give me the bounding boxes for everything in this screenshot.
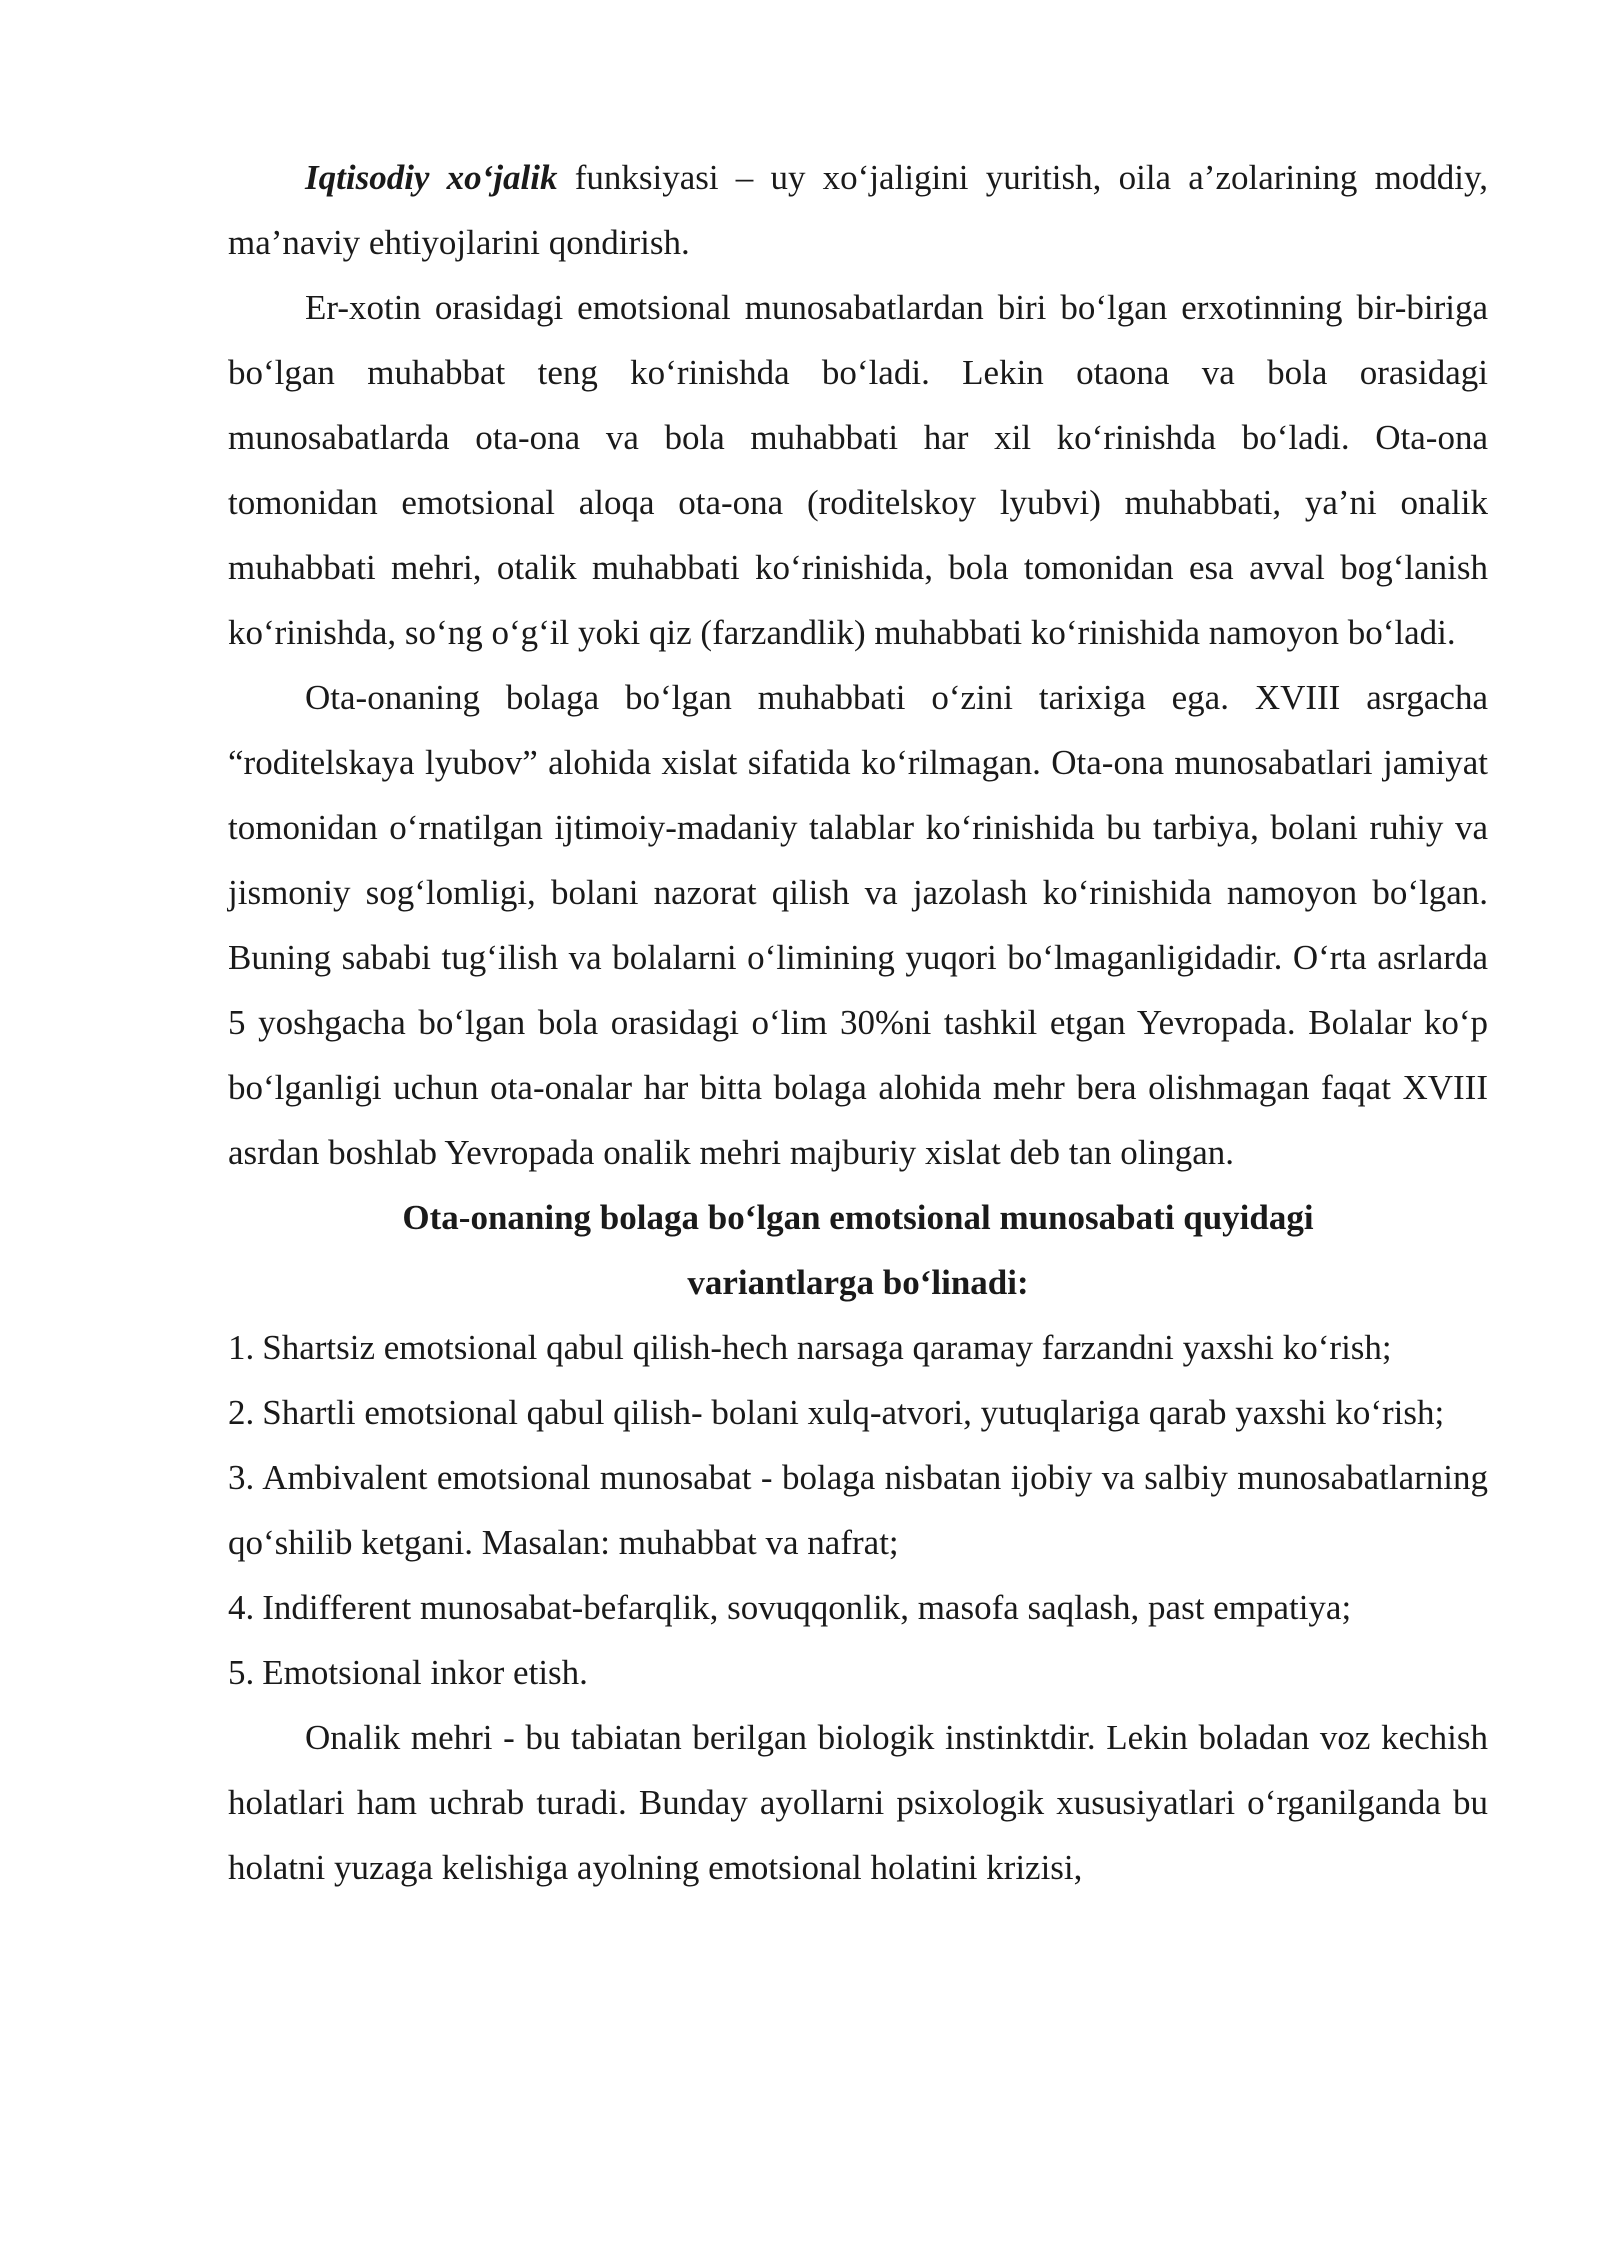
paragraph-1-text: funksiyasi – uy xo‘jaligini yuritish, oila a’zolarining moddiy, ma’naviy ehtiyojlarini qondirish. [228,158,1488,262]
paragraph-economic-function [228,145,1488,275]
list-text: Ambivalent emotsional munosabat - bolaga nisbatan ijobiy va salbiy munosabatlarning qo‘shilib ketgani. Masalan: muhabbat va nafrat; [228,1458,1488,1562]
list-item-4 [228,1575,1488,1640]
list-item-2 [228,1380,1488,1445]
list-number: 5. [228,1653,255,1692]
heading-line-1: Ota-onaning bolaga bo‘lgan emotsional munosabati quyidagi [402,1198,1314,1237]
list-item-3 [228,1445,1488,1575]
list-text: Shartsiz emotsional qabul qilish-hech narsaga qaramay farzandni yaxshi ko‘rish; [262,1328,1392,1367]
list-number: 3. [228,1458,255,1497]
list-number: 4. [228,1588,255,1627]
heading-line-2: variantlarga bo‘linadi: [687,1263,1029,1302]
paragraph-spouse-love: Er-xotin orasidagi emotsional munosabatlardan biri bo‘lgan erxotinning bir-biriga bo‘lgan muhabbat teng ko‘rinishda bo‘ladi. Lekin otaona va bola orasidagi munosabatlarda ota-ona va bola muhabbati har xil ko‘rinishda bo‘ladi. Ota-ona tomonidan emotsional aloqa ota-ona (roditelskoy lyubvi) muhabbati, ya’ni onalik muhabbati mehri, otalik muhabbati ko‘rinishida, bola tomonidan esa avval bog‘lanish ko‘rinishda, so‘ng o‘g‘il yoki qiz (farzandlik) muhabbati ko‘rinishida namoyon bo‘ladi. [228,288,1488,652]
list-text: Shartli emotsional qabul qilish- bolani xulq-atvori, yutuqlariga qarab yaxshi ko‘rish; [262,1393,1445,1432]
list-number: 2. [228,1393,255,1432]
list-item-1 [228,1315,1488,1380]
list-text: Emotsional inkor etish. [262,1653,588,1692]
list-text: Indifferent munosabat-befarqlik, sovuqqonlik, masofa saqlash, past empatiya; [262,1588,1352,1627]
paragraph-maternal-love: Onalik mehri - bu tabiatan berilgan biologik instinktdir. Lekin boladan voz kechish holatlari ham uchrab turadi. Bunday ayollarni psixologik xususiyatlari o‘rganilganda bu holatni yuzaga kelishiga ayolning emotsional holatini krizisi, [228,1718,1488,1887]
list-number: 1. [228,1328,255,1367]
section-heading [228,1185,1488,1315]
term-economic-household: Iqtisodiy xo‘jalik [305,158,558,197]
list-item-5 [228,1640,1488,1705]
paragraph-parental-love-history: Ota-onaning bolaga bo‘lgan muhabbati o‘zini tarixiga ega. XVIII asrgacha “roditelskaya lyubov” alohida xislat sifatida ko‘rilmagan. Ota-ona munosabatlari jamiyat tomonidan o‘rnatilgan ijtimoiy-madaniy talablar ko‘rinishida bu tarbiya, bolani ruhiy va jismoniy sog‘lomligi, bolani nazorat qilish va jazolash ko‘rinishida namoyon bo‘lgan. Buning sababi tug‘ilish va bolalarni o‘limining yuqori bo‘lmaganligidadir. O‘rta asrlarda 5 yoshgacha bo‘lgan bola orasidagi o‘lim 30%ni tashkil etgan Yevropada. Bolalar ko‘p bo‘lganligi uchun ota-onalar har bitta bolaga alohida mehr bera olishmagan faqat XVIII asrdan boshlab Yevropada onalik mehri majburiy xislat deb tan olingan. [228,678,1488,1172]
document-page [228,145,1488,1900]
